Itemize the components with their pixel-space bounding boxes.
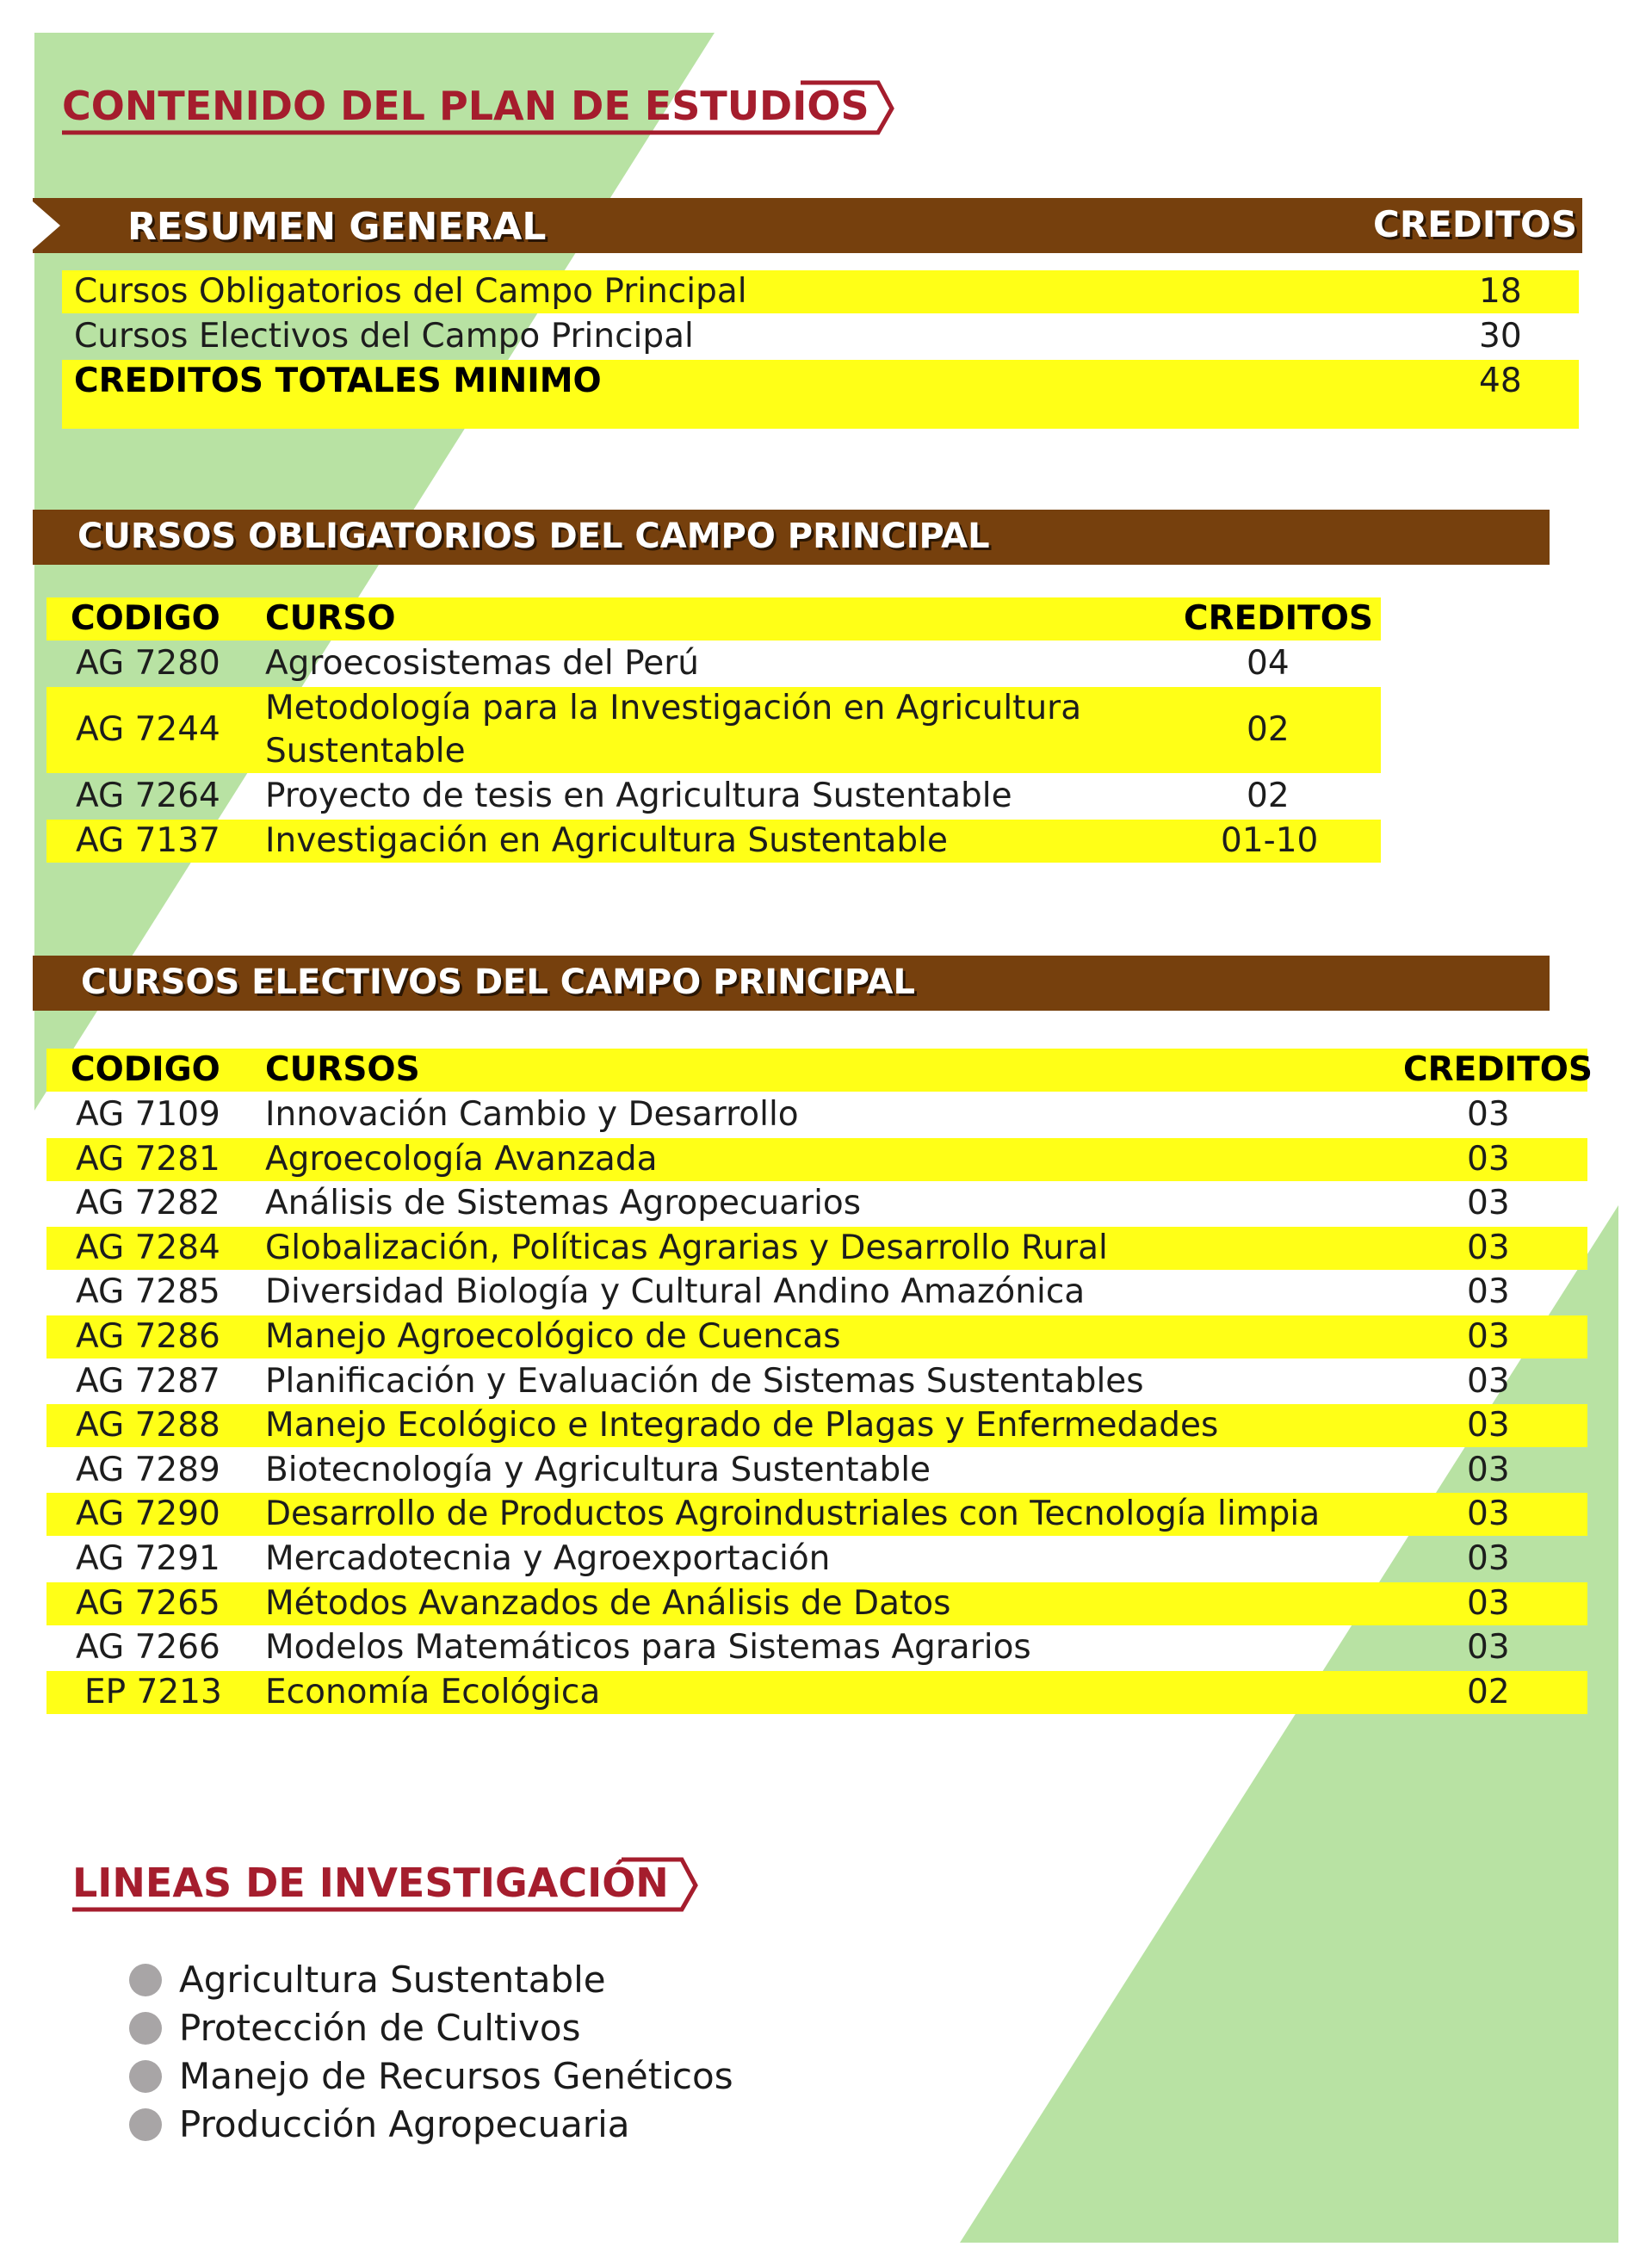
- electives-course: Economía Ecológica: [265, 1673, 601, 1711]
- mandatory-credits: 04: [1247, 644, 1290, 683]
- electives-course: Manejo Agroecológico de Cuencas: [265, 1317, 841, 1356]
- research-item: [129, 1956, 904, 2004]
- mandatory-credits: 02: [1247, 710, 1290, 749]
- mandatory-course: Agroecosistemas del Perú: [265, 644, 699, 683]
- title-underline: [60, 77, 895, 138]
- electives-course: Desarrollo de Productos Agroindustriales con Tecnología limpia: [265, 1495, 1321, 1533]
- mandatory-credits: 02: [1247, 777, 1290, 815]
- electives-course: Globalización, Políticas Agrarias y Desarrollo Rural: [265, 1229, 1108, 1267]
- summary-value: 18: [1479, 272, 1522, 311]
- mandatory-header: CURSOS OBLIGATORIOS DEL CAMPO PRINCIPAL: [77, 517, 990, 556]
- mandatory-code: AG 7264: [76, 777, 220, 815]
- electives-code: AG 7282: [76, 1184, 220, 1222]
- electives-course: Biotecnología y Agricultura Sustentable: [265, 1451, 931, 1489]
- research-item-label: Manejo de Recursos Genéticos: [179, 2055, 733, 2097]
- electives-code: AG 7284: [76, 1229, 220, 1267]
- electives-credits: 02: [1467, 1673, 1510, 1711]
- electives-course: Agroecología Avanzada: [265, 1140, 658, 1179]
- electives-code: AG 7286: [76, 1317, 220, 1356]
- bullet-icon: [129, 2060, 162, 2093]
- electives-credits: 03: [1467, 1584, 1510, 1623]
- mandatory-col-credits: CREDITOS: [1184, 599, 1374, 638]
- electives-code: AG 7289: [76, 1451, 220, 1489]
- electives-code: AG 7287: [76, 1362, 220, 1401]
- mandatory-code: AG 7137: [76, 821, 220, 860]
- research-item: [129, 2004, 904, 2052]
- electives-code: AG 7285: [76, 1272, 220, 1311]
- electives-code: AG 7290: [76, 1495, 220, 1533]
- electives-code: AG 7288: [76, 1406, 220, 1445]
- research-title-underline: [71, 1854, 699, 1915]
- bullet-icon: [129, 2108, 162, 2141]
- electives-code: AG 7281: [76, 1140, 220, 1179]
- bullet-icon: [129, 1964, 162, 1996]
- summary-header: RESUMEN GENERAL: [127, 205, 547, 249]
- electives-header: CURSOS ELECTIVOS DEL CAMPO PRINCIPAL: [81, 962, 915, 1002]
- research-item: [129, 2101, 904, 2149]
- mandatory-credits: 01-10: [1221, 821, 1319, 860]
- electives-code: AG 7266: [76, 1628, 220, 1667]
- page-title: CONTENIDO DEL PLAN DE ESTUDIOS: [62, 83, 869, 129]
- research-item-label: Protección de Cultivos: [179, 2007, 581, 2049]
- research-title: LINEAS DE INVESTIGACIÓN: [72, 1860, 669, 1906]
- electives-code: AG 7109: [76, 1095, 220, 1134]
- green-triangle-left: [34, 33, 715, 1111]
- electives-code: AG 7265: [76, 1584, 220, 1623]
- electives-code: AG 7291: [76, 1539, 220, 1578]
- electives-credits: 03: [1467, 1362, 1510, 1401]
- electives-col-credits: CREDITOS: [1403, 1050, 1593, 1089]
- electives-course: Planificación y Evaluación de Sistemas Sustentables: [265, 1362, 1144, 1401]
- mandatory-code: AG 7244: [76, 710, 220, 749]
- electives-col-course: CURSOS: [265, 1050, 420, 1089]
- summary-value: 48: [1479, 362, 1522, 400]
- mandatory-course: Investigación en Agricultura Sustentable: [265, 821, 948, 860]
- summary-label: Cursos Electivos del Campo Principal: [74, 317, 694, 356]
- electives-course: Modelos Matemáticos para Sistemas Agrarios: [265, 1628, 1031, 1667]
- mandatory-course: Metodología para la Investigación en Agricultura: [265, 689, 1082, 727]
- summary-label: Cursos Obligatorios del Campo Principal: [74, 272, 747, 311]
- mandatory-col-course: CURSO: [265, 599, 396, 638]
- electives-credits: 03: [1467, 1272, 1510, 1311]
- electives-credits: 03: [1467, 1317, 1510, 1356]
- research-item-label: Producción Agropecuaria: [179, 2103, 630, 2145]
- electives-credits: 03: [1467, 1539, 1510, 1578]
- banner-arrow-icon: [33, 198, 67, 253]
- mandatory-course-line2: Sustentable: [265, 732, 466, 771]
- electives-credits: 03: [1467, 1229, 1510, 1267]
- mandatory-code: AG 7280: [76, 644, 220, 683]
- bullet-icon: [129, 2012, 162, 2045]
- research-item: [129, 2052, 904, 2101]
- mandatory-table-header: [46, 597, 1381, 641]
- mandatory-col-code: CODIGO: [71, 599, 220, 638]
- electives-course: Mercadotecnia y Agroexportación: [265, 1539, 831, 1578]
- electives-credits: 03: [1467, 1140, 1510, 1179]
- research-item-label: Agricultura Sustentable: [179, 1959, 606, 2001]
- electives-course: Métodos Avanzados de Análisis de Datos: [265, 1584, 951, 1623]
- electives-credits: 03: [1467, 1184, 1510, 1222]
- electives-course: Manejo Ecológico e Integrado de Plagas y Enfermedades: [265, 1406, 1219, 1445]
- electives-col-code: CODIGO: [71, 1050, 220, 1089]
- electives-credits: 03: [1467, 1095, 1510, 1134]
- electives-course: Innovación Cambio y Desarrollo: [265, 1095, 799, 1134]
- electives-credits: 03: [1467, 1628, 1510, 1667]
- electives-code: EP 7213: [84, 1673, 222, 1711]
- electives-credits: 03: [1467, 1406, 1510, 1445]
- summary-credits-header: CREDITOS: [1373, 203, 1577, 245]
- summary-label-total: CREDITOS TOTALES MINIMO: [74, 362, 602, 400]
- electives-course: Diversidad Biología y Cultural Andino Amazónica: [265, 1272, 1086, 1311]
- summary-value: 30: [1479, 317, 1522, 356]
- mandatory-course: Proyecto de tesis en Agricultura Sustentable: [265, 777, 1012, 815]
- electives-credits: 03: [1467, 1451, 1510, 1489]
- electives-course: Análisis de Sistemas Agropecuarios: [265, 1184, 862, 1222]
- electives-credits: 03: [1467, 1495, 1510, 1533]
